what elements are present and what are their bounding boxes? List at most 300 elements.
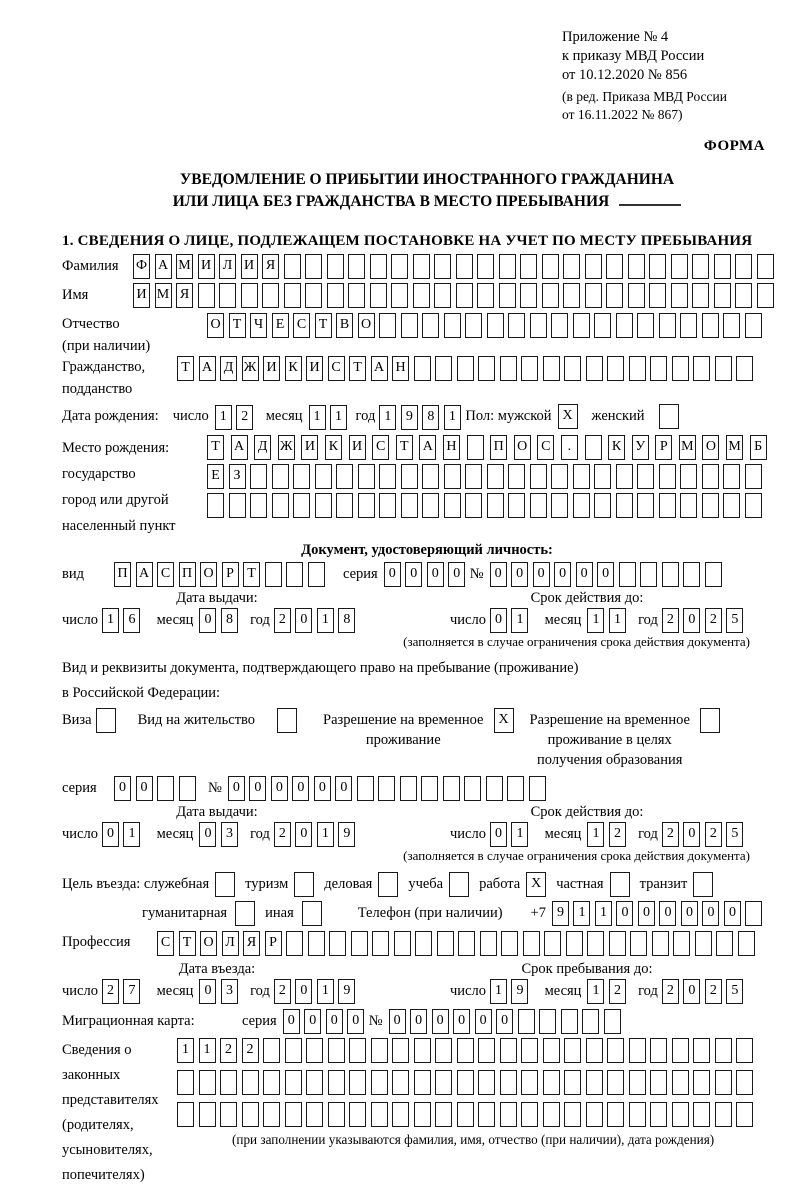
form-cell[interactable]: 0 bbox=[228, 776, 245, 801]
form-cell[interactable] bbox=[499, 283, 516, 308]
form-cell[interactable] bbox=[284, 283, 301, 308]
form-cell[interactable]: 0 bbox=[683, 979, 700, 1004]
form-cell[interactable]: 0 bbox=[638, 901, 655, 926]
form-cell[interactable]: 0 bbox=[199, 608, 216, 633]
form-cell[interactable]: 0 bbox=[292, 776, 309, 801]
form-cell[interactable] bbox=[543, 1102, 560, 1127]
form-cell[interactable] bbox=[284, 254, 301, 279]
form-cell[interactable]: 0 bbox=[295, 822, 312, 847]
form-cell[interactable] bbox=[443, 776, 460, 801]
form-cell[interactable] bbox=[693, 1070, 710, 1095]
form-cell[interactable]: 0 bbox=[490, 562, 507, 587]
form-cell[interactable]: 9 bbox=[338, 979, 355, 1004]
form-cell[interactable] bbox=[315, 493, 332, 518]
form-cell[interactable]: Р bbox=[655, 435, 672, 460]
form-cell[interactable] bbox=[478, 1070, 495, 1095]
form-cell[interactable]: 0 bbox=[405, 562, 422, 587]
form-cell[interactable] bbox=[736, 1102, 753, 1127]
form-cell[interactable]: 2 bbox=[662, 979, 679, 1004]
purpose-transit-checkbox[interactable] bbox=[693, 872, 713, 897]
form-cell[interactable] bbox=[392, 1038, 409, 1063]
form-cell[interactable] bbox=[619, 562, 636, 587]
form-cell[interactable] bbox=[662, 562, 679, 587]
form-cell[interactable] bbox=[521, 356, 538, 381]
form-cell[interactable] bbox=[229, 493, 246, 518]
form-cell[interactable] bbox=[607, 1038, 624, 1063]
form-cell[interactable]: Я bbox=[176, 283, 193, 308]
form-cell[interactable] bbox=[371, 1102, 388, 1127]
visa-checkbox[interactable] bbox=[96, 708, 116, 733]
form-cell[interactable]: А bbox=[419, 435, 436, 460]
form-cell[interactable] bbox=[649, 283, 666, 308]
form-cell[interactable]: 2 bbox=[274, 822, 291, 847]
form-cell[interactable]: 8 bbox=[422, 405, 439, 430]
form-cell[interactable]: 2 bbox=[662, 608, 679, 633]
form-cell[interactable] bbox=[671, 254, 688, 279]
form-cell[interactable]: П bbox=[179, 562, 196, 587]
form-cell[interactable] bbox=[629, 356, 646, 381]
form-cell[interactable] bbox=[378, 776, 395, 801]
form-cell[interactable]: 0 bbox=[432, 1009, 449, 1034]
form-cell[interactable] bbox=[415, 931, 432, 956]
form-cell[interactable] bbox=[478, 1102, 495, 1127]
form-cell[interactable]: 0 bbox=[683, 822, 700, 847]
form-cell[interactable]: 1 bbox=[199, 1038, 216, 1063]
form-cell[interactable] bbox=[508, 493, 525, 518]
form-cell[interactable]: В bbox=[336, 313, 353, 338]
form-cell[interactable] bbox=[391, 254, 408, 279]
form-cell[interactable] bbox=[716, 931, 733, 956]
form-cell[interactable] bbox=[607, 1070, 624, 1095]
form-cell[interactable] bbox=[328, 1038, 345, 1063]
form-cell[interactable] bbox=[672, 1070, 689, 1095]
form-cell[interactable] bbox=[177, 1102, 194, 1127]
form-cell[interactable]: У bbox=[632, 435, 649, 460]
form-cell[interactable] bbox=[263, 1070, 280, 1095]
form-cell[interactable]: О bbox=[358, 313, 375, 338]
form-cell[interactable] bbox=[702, 313, 719, 338]
sex-female-checkbox[interactable] bbox=[659, 404, 679, 429]
form-cell[interactable]: Т bbox=[315, 313, 332, 338]
form-cell[interactable] bbox=[629, 1038, 646, 1063]
form-cell[interactable]: Ф bbox=[133, 254, 150, 279]
purpose-humanitarian-checkbox[interactable] bbox=[235, 901, 255, 926]
form-cell[interactable]: 1 bbox=[317, 979, 334, 1004]
form-cell[interactable] bbox=[348, 254, 365, 279]
form-cell[interactable] bbox=[715, 1102, 732, 1127]
form-cell[interactable]: Т bbox=[243, 562, 260, 587]
form-cell[interactable] bbox=[328, 1070, 345, 1095]
form-cell[interactable] bbox=[616, 313, 633, 338]
form-cell[interactable] bbox=[551, 313, 568, 338]
form-cell[interactable] bbox=[357, 776, 374, 801]
form-cell[interactable]: 2 bbox=[609, 822, 626, 847]
form-cell[interactable] bbox=[500, 1038, 517, 1063]
form-cell[interactable] bbox=[530, 493, 547, 518]
form-cell[interactable] bbox=[604, 1009, 621, 1034]
form-cell[interactable] bbox=[587, 931, 604, 956]
form-cell[interactable] bbox=[521, 1038, 538, 1063]
form-cell[interactable] bbox=[349, 1038, 366, 1063]
form-cell[interactable] bbox=[652, 931, 669, 956]
form-cell[interactable] bbox=[757, 283, 774, 308]
form-cell[interactable]: Д bbox=[254, 435, 271, 460]
form-cell[interactable]: 1 bbox=[317, 608, 334, 633]
form-cell[interactable] bbox=[370, 254, 387, 279]
form-cell[interactable] bbox=[262, 283, 279, 308]
form-cell[interactable] bbox=[680, 313, 697, 338]
form-cell[interactable]: 0 bbox=[533, 562, 550, 587]
form-cell[interactable] bbox=[637, 464, 654, 489]
form-cell[interactable]: 0 bbox=[448, 562, 465, 587]
sex-male-checkbox[interactable]: X bbox=[558, 404, 578, 429]
form-cell[interactable] bbox=[566, 931, 583, 956]
form-cell[interactable]: 0 bbox=[295, 608, 312, 633]
form-cell[interactable] bbox=[745, 493, 762, 518]
form-cell[interactable] bbox=[564, 1102, 581, 1127]
blank-underline[interactable] bbox=[619, 204, 681, 206]
form-cell[interactable] bbox=[530, 464, 547, 489]
form-cell[interactable]: 9 bbox=[338, 822, 355, 847]
form-cell[interactable] bbox=[629, 1070, 646, 1095]
form-cell[interactable] bbox=[457, 356, 474, 381]
form-cell[interactable]: А bbox=[199, 356, 216, 381]
form-cell[interactable]: . bbox=[561, 435, 578, 460]
form-cell[interactable] bbox=[563, 283, 580, 308]
form-cell[interactable] bbox=[573, 313, 590, 338]
form-cell[interactable]: 0 bbox=[453, 1009, 470, 1034]
form-cell[interactable]: 5 bbox=[726, 822, 743, 847]
form-cell[interactable]: Я bbox=[243, 931, 260, 956]
form-cell[interactable]: М bbox=[155, 283, 172, 308]
form-cell[interactable] bbox=[745, 313, 762, 338]
form-cell[interactable]: П bbox=[490, 435, 507, 460]
form-cell[interactable] bbox=[606, 254, 623, 279]
form-cell[interactable] bbox=[465, 493, 482, 518]
form-cell[interactable] bbox=[672, 1102, 689, 1127]
form-cell[interactable] bbox=[327, 254, 344, 279]
form-cell[interactable] bbox=[465, 313, 482, 338]
form-cell[interactable]: 5 bbox=[726, 979, 743, 1004]
form-cell[interactable] bbox=[199, 1070, 216, 1095]
form-cell[interactable] bbox=[607, 1102, 624, 1127]
form-cell[interactable] bbox=[457, 1038, 474, 1063]
form-cell[interactable]: О bbox=[702, 435, 719, 460]
form-cell[interactable] bbox=[435, 1038, 452, 1063]
form-cell[interactable] bbox=[413, 283, 430, 308]
form-cell[interactable] bbox=[521, 1102, 538, 1127]
form-cell[interactable] bbox=[757, 254, 774, 279]
form-cell[interactable] bbox=[594, 313, 611, 338]
form-cell[interactable]: 0 bbox=[102, 822, 119, 847]
form-cell[interactable] bbox=[392, 1070, 409, 1095]
form-cell[interactable] bbox=[434, 283, 451, 308]
form-cell[interactable] bbox=[586, 1070, 603, 1095]
form-cell[interactable] bbox=[616, 464, 633, 489]
form-cell[interactable] bbox=[594, 493, 611, 518]
form-cell[interactable]: 0 bbox=[389, 1009, 406, 1034]
form-cell[interactable]: 2 bbox=[236, 405, 253, 430]
form-cell[interactable]: И bbox=[263, 356, 280, 381]
form-cell[interactable] bbox=[585, 435, 602, 460]
form-cell[interactable] bbox=[179, 776, 196, 801]
form-cell[interactable]: Е bbox=[272, 313, 289, 338]
form-cell[interactable]: И bbox=[306, 356, 323, 381]
form-cell[interactable] bbox=[306, 1102, 323, 1127]
form-cell[interactable] bbox=[444, 493, 461, 518]
form-cell[interactable] bbox=[293, 493, 310, 518]
form-cell[interactable]: А bbox=[231, 435, 248, 460]
form-cell[interactable] bbox=[272, 464, 289, 489]
form-cell[interactable]: О bbox=[514, 435, 531, 460]
form-cell[interactable] bbox=[348, 283, 365, 308]
form-cell[interactable] bbox=[586, 356, 603, 381]
form-cell[interactable] bbox=[351, 931, 368, 956]
form-cell[interactable] bbox=[551, 493, 568, 518]
form-cell[interactable] bbox=[242, 1102, 259, 1127]
form-cell[interactable]: 0 bbox=[347, 1009, 364, 1034]
form-cell[interactable]: 0 bbox=[326, 1009, 343, 1034]
form-cell[interactable]: 0 bbox=[681, 901, 698, 926]
form-cell[interactable]: 2 bbox=[705, 608, 722, 633]
form-cell[interactable] bbox=[542, 254, 559, 279]
form-cell[interactable] bbox=[628, 283, 645, 308]
purpose-private-checkbox[interactable] bbox=[610, 872, 630, 897]
form-cell[interactable] bbox=[693, 356, 710, 381]
form-cell[interactable] bbox=[551, 464, 568, 489]
form-cell[interactable] bbox=[563, 254, 580, 279]
form-cell[interactable] bbox=[672, 356, 689, 381]
form-cell[interactable] bbox=[250, 464, 267, 489]
form-cell[interactable] bbox=[414, 1038, 431, 1063]
form-cell[interactable] bbox=[414, 356, 431, 381]
form-cell[interactable] bbox=[692, 283, 709, 308]
form-cell[interactable] bbox=[371, 1070, 388, 1095]
form-cell[interactable] bbox=[327, 283, 344, 308]
form-cell[interactable] bbox=[693, 1038, 710, 1063]
form-cell[interactable] bbox=[286, 931, 303, 956]
form-cell[interactable] bbox=[464, 776, 481, 801]
form-cell[interactable] bbox=[649, 254, 666, 279]
form-cell[interactable]: Н bbox=[392, 356, 409, 381]
form-cell[interactable]: 1 bbox=[595, 901, 612, 926]
form-cell[interactable] bbox=[422, 493, 439, 518]
form-cell[interactable] bbox=[422, 313, 439, 338]
form-cell[interactable] bbox=[394, 931, 411, 956]
form-cell[interactable]: 3 bbox=[221, 979, 238, 1004]
form-cell[interactable] bbox=[285, 1038, 302, 1063]
form-cell[interactable] bbox=[745, 464, 762, 489]
form-cell[interactable] bbox=[478, 1038, 495, 1063]
form-cell[interactable] bbox=[745, 901, 762, 926]
form-cell[interactable]: 6 bbox=[123, 608, 140, 633]
form-cell[interactable] bbox=[456, 254, 473, 279]
form-cell[interactable] bbox=[487, 464, 504, 489]
form-cell[interactable]: 0 bbox=[576, 562, 593, 587]
form-cell[interactable] bbox=[500, 356, 517, 381]
form-cell[interactable]: 1 bbox=[215, 405, 232, 430]
form-cell[interactable] bbox=[561, 1009, 578, 1034]
form-cell[interactable]: А bbox=[371, 356, 388, 381]
form-cell[interactable] bbox=[680, 493, 697, 518]
form-cell[interactable]: 0 bbox=[114, 776, 131, 801]
form-cell[interactable] bbox=[673, 931, 690, 956]
form-cell[interactable] bbox=[723, 493, 740, 518]
form-cell[interactable] bbox=[640, 562, 657, 587]
form-cell[interactable] bbox=[285, 1102, 302, 1127]
form-cell[interactable] bbox=[585, 283, 602, 308]
form-cell[interactable] bbox=[308, 562, 325, 587]
form-cell[interactable] bbox=[435, 1070, 452, 1095]
purpose-tourism-checkbox[interactable] bbox=[294, 872, 314, 897]
form-cell[interactable]: Т bbox=[177, 356, 194, 381]
form-cell[interactable] bbox=[263, 1038, 280, 1063]
form-cell[interactable] bbox=[671, 283, 688, 308]
temp-residence-checkbox[interactable]: X bbox=[494, 708, 514, 733]
form-cell[interactable]: 0 bbox=[616, 901, 633, 926]
form-cell[interactable] bbox=[702, 493, 719, 518]
form-cell[interactable]: Л bbox=[219, 254, 236, 279]
form-cell[interactable] bbox=[542, 283, 559, 308]
form-cell[interactable] bbox=[735, 254, 752, 279]
form-cell[interactable] bbox=[650, 1102, 667, 1127]
form-cell[interactable]: Н bbox=[443, 435, 460, 460]
form-cell[interactable] bbox=[637, 493, 654, 518]
form-cell[interactable] bbox=[358, 493, 375, 518]
form-cell[interactable] bbox=[241, 283, 258, 308]
form-cell[interactable]: Т bbox=[179, 931, 196, 956]
form-cell[interactable] bbox=[521, 1070, 538, 1095]
form-cell[interactable] bbox=[672, 1038, 689, 1063]
form-cell[interactable]: 0 bbox=[384, 562, 401, 587]
form-cell[interactable]: 2 bbox=[609, 979, 626, 1004]
form-cell[interactable] bbox=[401, 464, 418, 489]
form-cell[interactable] bbox=[582, 1009, 599, 1034]
form-cell[interactable]: 0 bbox=[199, 822, 216, 847]
form-cell[interactable] bbox=[465, 464, 482, 489]
form-cell[interactable] bbox=[607, 356, 624, 381]
form-cell[interactable] bbox=[422, 464, 439, 489]
form-cell[interactable] bbox=[543, 1070, 560, 1095]
form-cell[interactable] bbox=[293, 464, 310, 489]
form-cell[interactable]: Т bbox=[349, 356, 366, 381]
form-cell[interactable]: 0 bbox=[554, 562, 571, 587]
form-cell[interactable] bbox=[630, 931, 647, 956]
form-cell[interactable] bbox=[508, 464, 525, 489]
form-cell[interactable]: Т bbox=[229, 313, 246, 338]
form-cell[interactable]: С bbox=[372, 435, 389, 460]
form-cell[interactable] bbox=[265, 562, 282, 587]
form-cell[interactable]: 0 bbox=[683, 608, 700, 633]
form-cell[interactable]: П bbox=[114, 562, 131, 587]
form-cell[interactable] bbox=[659, 493, 676, 518]
form-cell[interactable]: И bbox=[301, 435, 318, 460]
form-cell[interactable] bbox=[401, 313, 418, 338]
form-cell[interactable] bbox=[693, 1102, 710, 1127]
form-cell[interactable]: 2 bbox=[274, 979, 291, 1004]
form-cell[interactable] bbox=[507, 776, 524, 801]
form-cell[interactable] bbox=[328, 1102, 345, 1127]
form-cell[interactable]: 0 bbox=[271, 776, 288, 801]
form-cell[interactable]: З bbox=[229, 464, 246, 489]
form-cell[interactable]: 2 bbox=[220, 1038, 237, 1063]
form-cell[interactable] bbox=[735, 283, 752, 308]
form-cell[interactable] bbox=[714, 254, 731, 279]
form-cell[interactable] bbox=[400, 776, 417, 801]
form-cell[interactable] bbox=[272, 493, 289, 518]
form-cell[interactable] bbox=[242, 1070, 259, 1095]
form-cell[interactable]: 1 bbox=[587, 822, 604, 847]
form-cell[interactable] bbox=[585, 254, 602, 279]
form-cell[interactable] bbox=[250, 493, 267, 518]
form-cell[interactable]: 2 bbox=[102, 979, 119, 1004]
form-cell[interactable] bbox=[478, 356, 495, 381]
form-cell[interactable]: Д bbox=[220, 356, 237, 381]
form-cell[interactable]: 0 bbox=[659, 901, 676, 926]
form-cell[interactable]: К bbox=[325, 435, 342, 460]
form-cell[interactable] bbox=[305, 254, 322, 279]
form-cell[interactable]: 0 bbox=[597, 562, 614, 587]
form-cell[interactable] bbox=[305, 283, 322, 308]
form-cell[interactable]: Я bbox=[262, 254, 279, 279]
form-cell[interactable]: 9 bbox=[552, 901, 569, 926]
form-cell[interactable] bbox=[457, 1070, 474, 1095]
form-cell[interactable] bbox=[564, 1070, 581, 1095]
form-cell[interactable]: 2 bbox=[705, 822, 722, 847]
form-cell[interactable] bbox=[736, 356, 753, 381]
form-cell[interactable] bbox=[520, 254, 537, 279]
form-cell[interactable]: 1 bbox=[177, 1038, 194, 1063]
form-cell[interactable] bbox=[529, 776, 546, 801]
form-cell[interactable] bbox=[458, 931, 475, 956]
form-cell[interactable]: 0 bbox=[136, 776, 153, 801]
form-cell[interactable]: 1 bbox=[511, 822, 528, 847]
form-cell[interactable] bbox=[219, 283, 236, 308]
form-cell[interactable] bbox=[157, 776, 174, 801]
form-cell[interactable]: 2 bbox=[274, 608, 291, 633]
form-cell[interactable] bbox=[379, 464, 396, 489]
form-cell[interactable] bbox=[437, 931, 454, 956]
form-cell[interactable]: 3 bbox=[221, 822, 238, 847]
form-cell[interactable] bbox=[702, 464, 719, 489]
form-cell[interactable]: Ж bbox=[242, 356, 259, 381]
form-cell[interactable] bbox=[659, 313, 676, 338]
form-cell[interactable] bbox=[609, 931, 626, 956]
form-cell[interactable] bbox=[198, 283, 215, 308]
form-cell[interactable] bbox=[477, 254, 494, 279]
form-cell[interactable] bbox=[392, 1102, 409, 1127]
form-cell[interactable] bbox=[520, 283, 537, 308]
form-cell[interactable] bbox=[220, 1070, 237, 1095]
form-cell[interactable] bbox=[500, 1102, 517, 1127]
form-cell[interactable] bbox=[467, 435, 484, 460]
form-cell[interactable] bbox=[573, 493, 590, 518]
form-cell[interactable]: 2 bbox=[705, 979, 722, 1004]
form-cell[interactable]: 1 bbox=[444, 405, 461, 430]
form-cell[interactable]: К bbox=[608, 435, 625, 460]
residence-permit-checkbox[interactable] bbox=[277, 708, 297, 733]
form-cell[interactable]: 0 bbox=[724, 901, 741, 926]
form-cell[interactable] bbox=[336, 493, 353, 518]
form-cell[interactable] bbox=[263, 1102, 280, 1127]
form-cell[interactable]: 1 bbox=[573, 901, 590, 926]
form-cell[interactable] bbox=[457, 1102, 474, 1127]
form-cell[interactable]: 1 bbox=[587, 608, 604, 633]
form-cell[interactable] bbox=[586, 1102, 603, 1127]
form-cell[interactable] bbox=[286, 562, 303, 587]
form-cell[interactable] bbox=[714, 283, 731, 308]
form-cell[interactable]: 0 bbox=[511, 562, 528, 587]
